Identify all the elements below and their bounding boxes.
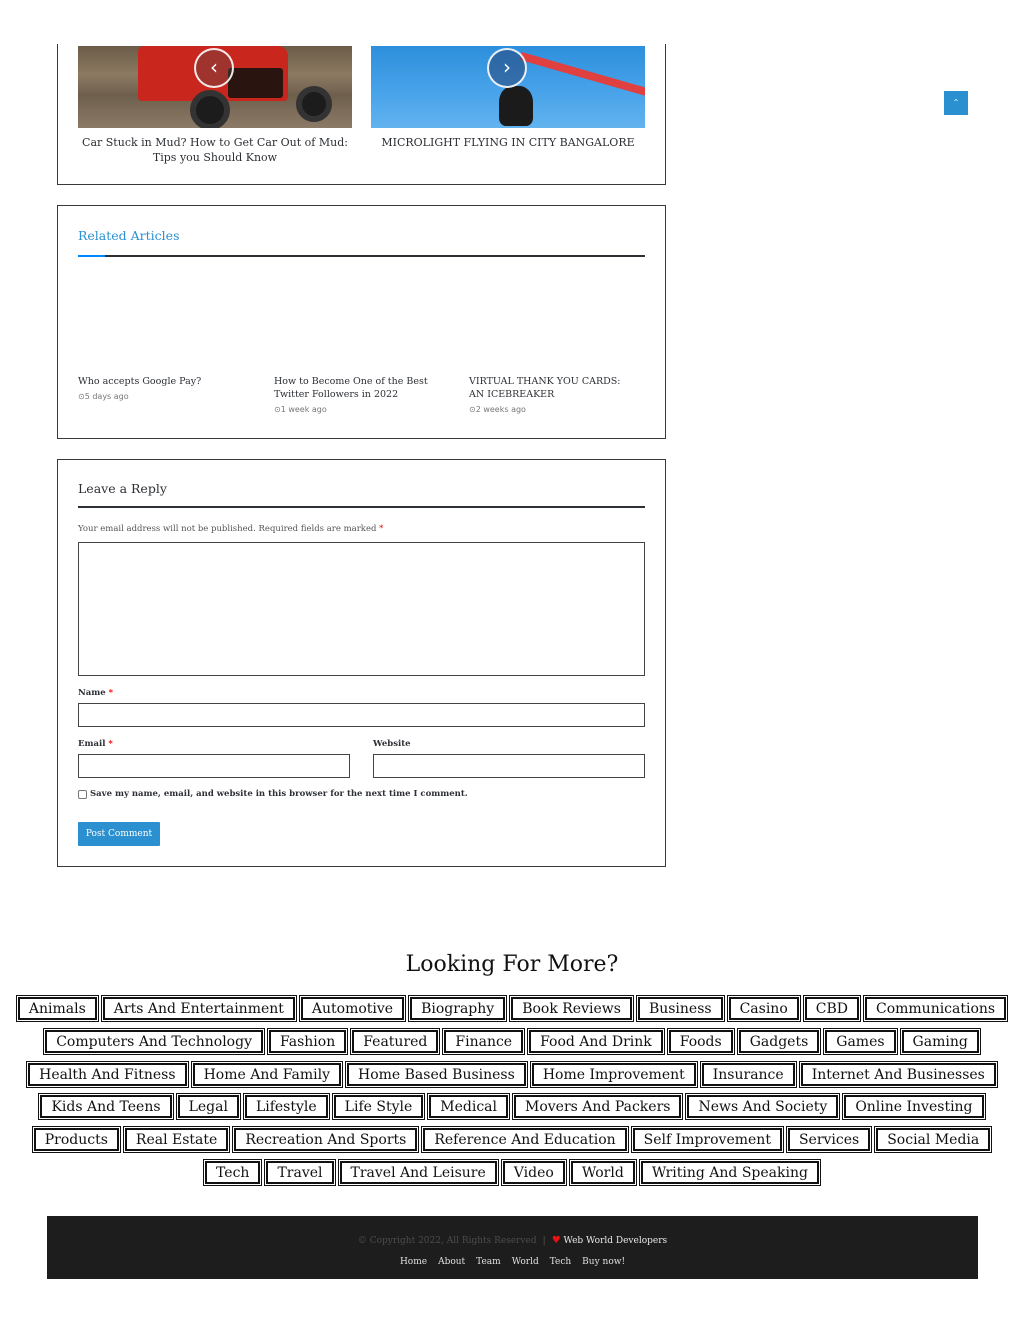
category-tag[interactable]: Games	[825, 1030, 895, 1053]
looking-for-more-title: Looking For More?	[405, 952, 619, 977]
tag-row	[0, 997, 1024, 1020]
chevron-right-icon[interactable]: ›	[487, 48, 527, 88]
related-heading: Related Articles	[78, 228, 180, 243]
category-tag[interactable]: Gaming	[902, 1030, 979, 1053]
category-tag[interactable]: CBD	[805, 997, 859, 1020]
email-field[interactable]	[78, 754, 350, 778]
chevron-left-icon[interactable]: ‹	[194, 48, 234, 88]
comment-textarea[interactable]	[78, 542, 645, 676]
category-tag[interactable]: Gadgets	[739, 1030, 820, 1053]
category-tag[interactable]: Kids And Teens	[40, 1095, 171, 1118]
footer-link-buy-now[interactable]: Buy now!	[582, 1257, 626, 1267]
category-tag[interactable]: Recreation And Sports	[234, 1128, 417, 1151]
heading-divider	[78, 506, 645, 508]
car-grill-shape	[228, 68, 283, 98]
category-tag[interactable]: Communications	[865, 997, 1006, 1020]
category-tag[interactable]: Computers And Technology	[45, 1030, 263, 1053]
category-tag[interactable]: World	[571, 1161, 635, 1184]
save-info-label: Save my name, email, and website in this browser for the next time I comment.	[90, 789, 468, 799]
category-tag[interactable]: Lifestyle	[245, 1095, 328, 1118]
category-tag[interactable]: Fashion	[269, 1030, 346, 1053]
site-footer	[47, 1216, 978, 1279]
category-tag[interactable]: Social Media	[876, 1128, 990, 1151]
category-tag[interactable]: Health And Fitness	[28, 1063, 186, 1086]
category-tag[interactable]: Online Investing	[844, 1095, 983, 1118]
reply-heading: Leave a Reply	[78, 481, 167, 496]
related-meta: ⊙1 week ago	[274, 405, 327, 414]
category-tag[interactable]: Legal	[178, 1095, 239, 1118]
car-wheel-shape	[190, 90, 230, 128]
next-post-card[interactable]	[371, 46, 645, 150]
category-tag[interactable]: Animals	[18, 997, 97, 1020]
tag-row	[0, 1128, 1024, 1151]
clock-icon: ⊙	[78, 392, 85, 401]
category-tag[interactable]: Food And Drink	[529, 1030, 663, 1053]
tag-row	[0, 1161, 1024, 1184]
category-tag[interactable]: Business	[638, 997, 723, 1020]
related-item[interactable]	[469, 375, 634, 414]
related-title[interactable]: How to Become One of the Best Twitter Followers in 2022	[274, 376, 428, 400]
post-navigation	[57, 44, 666, 185]
clock-icon: ⊙	[469, 405, 476, 414]
category-tag[interactable]: Home Improvement	[532, 1063, 696, 1086]
category-tag[interactable]: Self Improvement	[633, 1128, 782, 1151]
developer-link[interactable]: Web World Developers	[563, 1236, 668, 1246]
category-tag[interactable]: Internet And Businesses	[801, 1063, 996, 1086]
category-tag[interactable]: Featured	[352, 1030, 438, 1053]
category-tag[interactable]: Services	[788, 1128, 870, 1151]
post-comment-button[interactable]: Post Comment	[78, 822, 160, 846]
clock-icon: ⊙	[274, 405, 281, 414]
category-tag[interactable]: Home And Family	[193, 1063, 341, 1086]
footer-link-about[interactable]: About	[438, 1257, 466, 1267]
prev-post-card[interactable]	[78, 46, 352, 165]
footer-link-home[interactable]: Home	[399, 1257, 428, 1267]
footer-link-team[interactable]: Team	[476, 1257, 501, 1267]
microlight-wing-shape	[520, 52, 645, 96]
required-notice: Your email address will not be published. Required fields are marked *	[78, 524, 384, 534]
category-tag[interactable]: Insurance	[702, 1063, 795, 1086]
category-tag[interactable]: Travel	[266, 1161, 333, 1184]
related-articles	[57, 205, 666, 439]
footer-link-tech[interactable]: Tech	[549, 1257, 572, 1267]
email-label: Email *	[78, 739, 113, 749]
category-tag[interactable]: Finance	[444, 1030, 523, 1053]
category-tag[interactable]: Book Reviews	[511, 997, 632, 1020]
category-tag[interactable]: Real Estate	[125, 1128, 228, 1151]
car-wheel-shape	[296, 86, 332, 122]
category-tag[interactable]: Medical	[429, 1095, 508, 1118]
tag-row	[0, 1030, 1024, 1053]
heading-divider	[78, 255, 645, 257]
back-to-top-button[interactable]: ⌃	[944, 91, 968, 115]
heart-icon: ♥	[551, 1235, 561, 1246]
related-meta: ⊙2 weeks ago	[469, 405, 526, 414]
category-tag[interactable]: Life Style	[334, 1095, 424, 1118]
tag-row	[0, 1063, 1024, 1086]
comment-form	[57, 459, 666, 867]
category-tag[interactable]: Writing And Speaking	[641, 1161, 819, 1184]
category-tag[interactable]: Biography	[410, 997, 505, 1020]
category-tag[interactable]: Travel And Leisure	[340, 1161, 497, 1184]
related-title[interactable]: VIRTUAL THANK YOU CARDS: AN ICEBREAKER	[469, 376, 621, 400]
category-tag[interactable]: Arts And Entertainment	[103, 997, 295, 1020]
prev-post-title[interactable]: Car Stuck in Mud? How to Get Car Out of Mud: Tips you Should Know	[82, 136, 348, 164]
website-label: Website	[373, 739, 411, 749]
related-meta: ⊙5 days ago	[78, 392, 129, 401]
category-tag[interactable]: Tech	[205, 1161, 260, 1184]
copyright: © Copyright 2022, All Rights Reserved | ♥ Web World Developers	[357, 1235, 668, 1246]
related-title[interactable]: Who accepts Google Pay?	[78, 376, 202, 387]
next-post-title[interactable]: MICROLIGHT FLYING IN CITY BANGALORE	[381, 136, 635, 149]
next-post-image[interactable]	[371, 46, 645, 128]
footer-link-world[interactable]: World	[511, 1257, 539, 1267]
name-field[interactable]	[78, 703, 645, 727]
tag-row	[0, 1095, 1024, 1118]
save-info-row	[78, 789, 468, 799]
name-label: Name *	[78, 688, 114, 698]
save-info-checkbox[interactable]	[78, 790, 87, 799]
category-tag[interactable]: Movers And Packers	[514, 1095, 681, 1118]
category-tag[interactable]: Foods	[669, 1030, 733, 1053]
related-item[interactable]	[78, 375, 243, 401]
microlight-pilot-shape	[499, 86, 533, 126]
category-tag[interactable]: Video	[503, 1161, 565, 1184]
category-tag[interactable]: Products	[34, 1128, 119, 1151]
category-tag[interactable]: Home Based Business	[347, 1063, 526, 1086]
website-field[interactable]	[373, 754, 645, 778]
category-tag[interactable]: News And Society	[687, 1095, 838, 1118]
prev-post-image[interactable]	[78, 46, 352, 128]
footer-links	[47, 1257, 978, 1267]
category-tag[interactable]: Automotive	[301, 997, 404, 1020]
category-tag[interactable]: Reference And Education	[423, 1128, 626, 1151]
category-tag[interactable]: Casino	[729, 997, 799, 1020]
related-item[interactable]	[274, 375, 439, 414]
